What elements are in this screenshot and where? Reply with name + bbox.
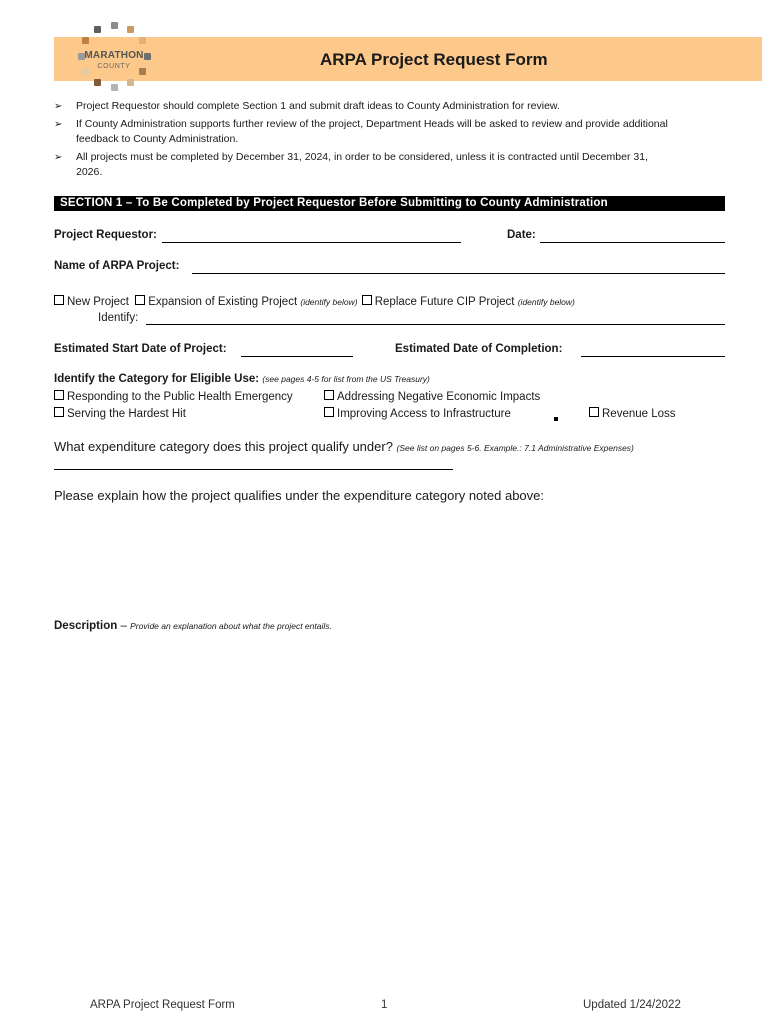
project-type-row	[54, 295, 575, 308]
logo-ring-segment	[139, 68, 146, 75]
identify-field[interactable]	[146, 324, 725, 325]
public-health-label: Responding to the Public Health Emergency	[67, 391, 293, 403]
marathon-county-logo	[74, 20, 154, 92]
infrastructure-checkbox[interactable]	[324, 407, 334, 417]
category-hardest-hit	[54, 407, 186, 420]
category-label: Identify the Category for Eligible Use:	[54, 373, 260, 385]
logo-ring-segment	[82, 37, 89, 44]
description-note: Provide an explanation about what the project entails.	[130, 621, 332, 631]
new-project-label: New Project	[67, 296, 129, 308]
category-public-health	[54, 390, 293, 403]
expenditure-category-field[interactable]	[54, 469, 453, 470]
logo-name: MARATHON	[84, 50, 144, 61]
logo-ring-segment	[78, 53, 85, 60]
explain-prompt: Please explain how the project qualifies under the expenditure category noted above:	[54, 488, 544, 503]
hardest-hit-checkbox[interactable]	[54, 407, 64, 417]
expenditure-question: What expenditure category does this project qualify under?	[54, 439, 393, 454]
expansion-label: Expansion of Existing Project	[148, 296, 298, 308]
replace-cip-checkbox[interactable]	[362, 295, 372, 305]
logo-ring-segment	[111, 22, 118, 29]
date-field[interactable]	[540, 242, 725, 243]
section-1-heading: SECTION 1 – To Be Completed by Project Requestor Before Submitting to County Administration	[54, 196, 725, 211]
expansion-note: (identify below)	[300, 297, 358, 307]
category-infrastructure	[324, 407, 511, 420]
public-health-checkbox[interactable]	[54, 390, 64, 400]
category-heading	[54, 373, 430, 385]
bullet-text: If County Administration supports further review of the project, Department Heads will be asked to review and provide additional	[76, 118, 668, 130]
description-row	[54, 620, 332, 632]
arrow-bullet-icon: ➢	[54, 101, 63, 112]
category-negative-impacts	[324, 390, 540, 403]
logo-ring-segment	[82, 68, 89, 75]
instruction-bullet-2	[54, 117, 754, 147]
negative-impacts-label: Addressing Negative Economic Impacts	[337, 391, 541, 403]
project-name-label: Name of ARPA Project:	[54, 260, 180, 272]
logo-ring-segment	[144, 53, 151, 60]
bullet-text: All projects must be completed by December 31, 2024, in order to be considered, unless it is contracted until December 31,	[76, 151, 648, 163]
arrow-bullet-icon: ➢	[54, 119, 63, 130]
expenditure-question-row	[54, 439, 634, 454]
logo-ring-segment	[127, 26, 134, 33]
start-date-field[interactable]	[241, 356, 353, 357]
instruction-bullet-3	[54, 150, 754, 180]
date-label: Date:	[507, 229, 536, 241]
project-name-field[interactable]	[192, 273, 725, 274]
category-revenue-loss	[589, 407, 676, 420]
revenue-loss-checkbox[interactable]	[589, 407, 599, 417]
bullet-text: Project Requestor should complete Section 1 and submit draft ideas to County Administration for review.	[76, 100, 560, 112]
project-requestor-field[interactable]	[162, 242, 461, 243]
logo-ring-segment	[111, 84, 118, 91]
footer-form-name: ARPA Project Request Form	[90, 999, 235, 1011]
completion-date-field[interactable]	[581, 356, 725, 357]
infrastructure-label: Improving Access to Infrastructure	[337, 408, 511, 420]
logo-ring-segment	[127, 79, 134, 86]
square-bullet-icon	[554, 410, 558, 428]
replace-note: (identify below)	[517, 297, 575, 307]
expenditure-note: (See list on pages 5-6. Example.: 7.1 Administrative Expenses)	[396, 443, 634, 453]
new-project-checkbox[interactable]	[54, 295, 64, 305]
logo-ring-segment	[94, 79, 101, 86]
footer-page-number: 1	[381, 999, 388, 1011]
logo-sub: COUNTY	[97, 63, 131, 70]
description-dash: –	[120, 620, 127, 632]
completion-date-label: Estimated Date of Completion:	[395, 343, 563, 355]
arrow-bullet-icon: ➢	[54, 152, 63, 163]
expansion-checkbox[interactable]	[135, 295, 145, 305]
negative-impacts-checkbox[interactable]	[324, 390, 334, 400]
logo-ring-segment	[139, 37, 146, 44]
revenue-loss-label: Revenue Loss	[602, 408, 676, 420]
logo-ring-segment	[94, 26, 101, 33]
start-date-label: Estimated Start Date of Project:	[54, 343, 227, 355]
project-requestor-label: Project Requestor:	[54, 229, 157, 241]
hardest-hit-label: Serving the Hardest Hit	[67, 408, 186, 420]
footer-updated: Updated 1/24/2022	[583, 999, 681, 1011]
replace-cip-label: Replace Future CIP Project	[374, 296, 515, 308]
bullet-text-cont: 2026.	[76, 166, 103, 178]
identify-label: Identify:	[98, 312, 139, 324]
description-label: Description	[54, 620, 118, 632]
form-title: ARPA Project Request Form	[320, 50, 548, 69]
instruction-bullet-1	[54, 99, 754, 114]
category-note: (see pages 4-5 for list from the US Treasury)	[262, 374, 430, 384]
bullet-text-cont: feedback to County Administration.	[76, 133, 239, 145]
